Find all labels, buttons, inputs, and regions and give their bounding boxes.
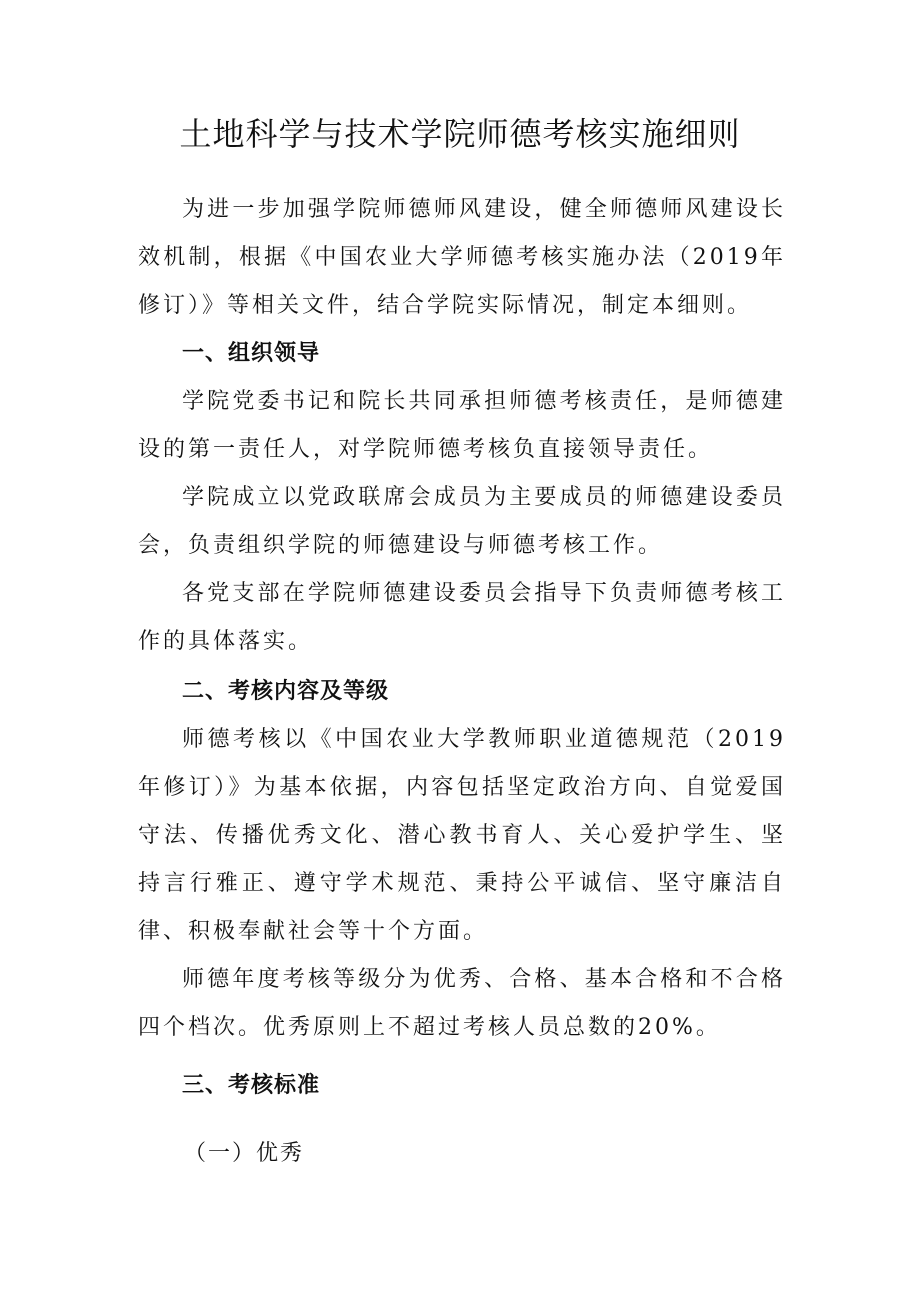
section-heading-standards: 三、考核标准 [182, 1073, 321, 1098]
section-1-paragraph-1: 学院党委书记和院长共同承担师德考核责任，是师德建设的第一责任人，对学院师德考核负直接领导责任。 [138, 389, 786, 462]
section-2-paragraph-1: 师德考核以《中国农业大学教师职业道德规范（2019年修订）》为基本依据，内容包括坚定政治方向、自觉爱国守法、传播优秀文化、潜心教书育人、关心爱护学生、坚持言行雅正、遵守学术规范、秉持公平诚信、坚守廉洁自律、积极奉献社会等十个方面。 [138, 727, 786, 944]
section-heading-organization: 一、组织领导 [182, 341, 321, 366]
section-1-paragraph-3: 各党支部在学院师德建设委员会指导下负责师德考核工作的具体落实。 [138, 581, 786, 654]
intro-paragraph: 为进一步加强学院师德师风建设，健全师德师风建设长效机制，根据《中国农业大学师德考核实施办法（2019年修订）》等相关文件，结合学院实际情况，制定本细则。 [138, 197, 786, 318]
section-2-paragraph-2: 师德年度考核等级分为优秀、合格、基本合格和不合格四个档次。优秀原则上不超过考核人员总数的20%。 [138, 967, 786, 1040]
section-1-paragraph-2: 学院成立以党政联席会成员为主要成员的师德建设委员会，负责组织学院的师德建设与师德考核工作。 [138, 485, 786, 558]
subheading-excellent: （一）优秀 [184, 1141, 305, 1166]
section-heading-content-grade: 二、考核内容及等级 [182, 679, 390, 704]
document-title: 土地科学与技术学院师德考核实施细则 [179, 115, 741, 153]
